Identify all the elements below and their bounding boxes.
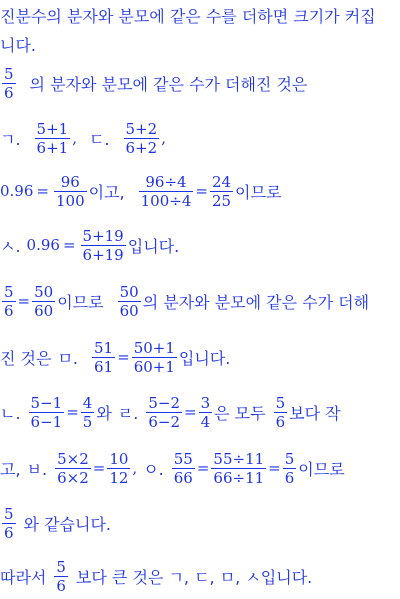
same-as-line [0,500,400,546]
conclusion-text: 보다 큰 것은 ㄱ, ㄷ, ㅁ, ㅅ입니다. [75,567,313,587]
intro-line-1 [0,2,400,28]
fraction-50-60: $\frac{50}{60}$ [34,282,54,320]
fraction-five-sixths: $\frac{5}{6}$ [4,504,14,542]
fraction-d: $\frac{5+2}{6+2}$ [125,119,158,157]
text-imeuro: 이므로 [57,292,104,312]
fraction-b: $\frac{5\times 2}{6\times 2}$ [57,449,89,487]
equals-sign: = [195,182,208,200]
choice-m-line [0,334,400,380]
fraction-s: $\frac{5+19}{6+19}$ [82,226,124,264]
equals-sign: = [184,403,197,421]
fraction-10-12: $\frac{10}{12}$ [109,449,129,487]
choice-label-d: ㄷ. [88,129,110,149]
fraction-3-4: $\frac{3}{4}$ [200,393,211,431]
choices-b-o-line [0,444,400,492]
text-eun-modu: 은 모두 [214,403,266,423]
text-ttaraseo: 따라서 [0,567,47,587]
choices-n-r-line [0,389,400,435]
equals-sign: = [36,182,49,200]
text-jin-geoseun: 진 것은 [0,348,52,368]
text-gatseumnida: 와 같습니다. [23,514,111,534]
fraction-reduce: $\frac{96\div 4}{100\div 4}$ [140,172,192,210]
equals-sign: = [117,348,130,366]
fraction-g: $\frac{5+1}{6+1}$ [36,119,69,157]
fraction-five-sixths: $\frac{5}{6}$ [284,449,295,487]
fraction-96-100: $\frac{96}{100}$ [55,172,85,210]
fraction-n: $\frac{5-1}{6-1}$ [30,393,63,431]
statement-text: 의 분자와 분모에 같은 수가 더해진 것은 [29,74,308,94]
fraction-51-61: $\frac{51}{61}$ [94,338,114,376]
choice-label-b: ㅂ. [26,459,48,479]
choice-label-m: ㅁ. [57,348,79,368]
choice-label-o: ㅇ. [143,459,164,479]
text-imeuro: 이므로 [298,459,345,479]
equals-sign: = [62,236,76,254]
choice-label-n: ㄴ. [0,403,21,423]
decimal-conversion-line [0,168,400,214]
fraction-five-sixths: $\frac{5}{6}$ [275,393,286,431]
fraction-five-sixths: $\frac{5}{6}$ [4,282,14,320]
intro-text-1: 진분수의 분자와 분모에 같은 수를 더하면 크기가 커집 [0,6,376,26]
fraction-o-reduce: $\frac{55\div 11}{66\div 11}$ [213,449,265,487]
fraction-4-5: $\frac{4}{5}$ [82,393,93,431]
choice-s-line [0,222,400,268]
choice-label-r: ㄹ. [117,403,139,423]
comma: , [72,129,77,147]
text-go: 고, [0,459,21,479]
decimal-value: 0.96 [0,182,34,200]
intro-text-2: 니다. [0,35,36,55]
conclusion-line [0,553,400,599]
text-imeuro: 이므로 [235,182,282,202]
fraction-r: $\frac{5-2}{6-2}$ [148,393,180,431]
text-imnida: 입니다. [127,236,180,256]
choice-label-g: ㄱ. [0,129,21,149]
fraction-55-66: $\frac{55}{66}$ [173,449,193,487]
text-igo: 이고, [88,182,125,202]
choices-g-d-line [0,115,400,161]
equals-sign: = [17,292,31,310]
equals-sign: = [66,403,79,421]
equals-sign: = [92,459,106,477]
equivalent-fraction-line [0,278,400,324]
fraction-m: $\frac{50+1}{60+1}$ [133,338,175,376]
fraction-50-60: $\frac{50}{60}$ [119,282,139,320]
comma: , [132,459,138,477]
text-boda-jak: 보다 작 [289,403,341,423]
intro-line-2 [0,31,400,57]
comma: , [161,129,166,147]
fraction-intro-line [0,60,400,106]
choice-label-s: ㅅ. [0,236,21,256]
decimal-value: 0.96 [26,236,60,254]
text-imnida: 입니다. [178,348,231,368]
fraction-five-sixths: $\frac{5}{6}$ [56,557,66,595]
text-wa: 와 [96,403,112,423]
equals-sign: = [196,459,210,477]
statement-text: 의 분자와 분모에 같은 수가 더해 [142,292,370,312]
equals-sign: = [268,459,281,477]
fraction-24-25: $\frac{24}{25}$ [211,172,232,210]
fraction-five-sixths: $\frac{5}{6}$ [4,64,14,102]
